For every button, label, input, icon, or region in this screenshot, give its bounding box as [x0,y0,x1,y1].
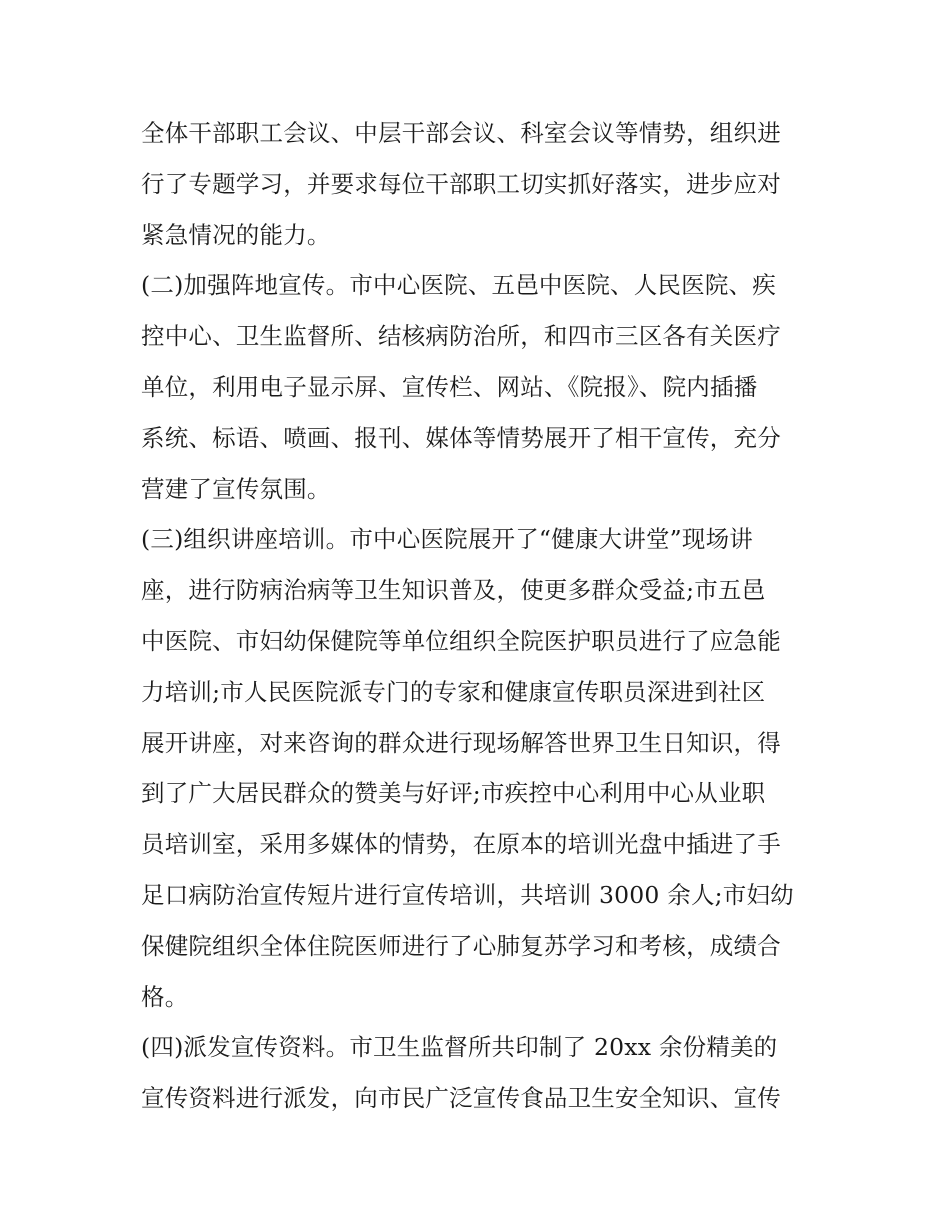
text-line: 营建了宣传氛围。 [141,474,331,503]
text-line: 座，进行防病治病等卫生知识普及，使更多群众受益;市五邑 [141,576,766,605]
text-line: 单位，利用电子显示屏、宣传栏、网站、《院报》、院内插播 [141,372,758,401]
text-line: 控中心、卫生监督所、结核病防治所，和四市三区各有关医疗 [141,322,781,351]
document-body [141,108,821,1124]
text-line: 行了专题学习，并要求每位干部职工切实抓好落实，进步应对 [141,169,781,198]
section-heading-line: (四)派发宣传资料。市卫生监督所共印制了 20xx 余份精美的 [141,1033,778,1062]
text-line: 展开讲座，对来咨询的群众进行现场解答世界卫生日知识，得 [141,728,781,757]
text-line: 到了广大居民群众的赞美与好评;市疾控中心利用中心从业职 [141,779,766,808]
text-line: 保健院组织全体住院医师进行了心肺复苏学习和考核，成绩合 [141,931,781,960]
text-line: 全体干部职工会议、中层干部会议、科室会议等情势，组织进 [141,119,781,147]
section-heading-line: (二)加强阵地宣传。市中心医院、五邑中医院、人民医院、疾 [141,271,776,300]
text-line: 足口病防治宣传短片进行宣传培训，共培训 3000 余人;市妇幼 [141,880,794,909]
text-line: 紧急情况的能力。 [141,220,331,249]
text-line: 力培训;市人民医院派专门的专家和健康宣传职员深进到社区 [141,677,766,706]
text-line: 员培训室，采用多媒体的情势，在原本的培训光盘中插进了手 [141,830,781,859]
text-line: 格。 [141,982,189,1011]
text-line: 中医院、市妇幼保健院等单位组织全院医护职员进行了应急能 [141,626,781,655]
text-line: 系统、标语、喷画、报刊、媒体等情势展开了相干宣传，充分 [141,423,781,452]
text-line: 宣传资料进行派发，向市民广泛宣传食品卫生安全知识、宣传 [141,1084,781,1113]
section-heading-line: (三)组织讲座培训。市中心医院展开了“健康大讲堂”现场讲 [141,525,753,554]
